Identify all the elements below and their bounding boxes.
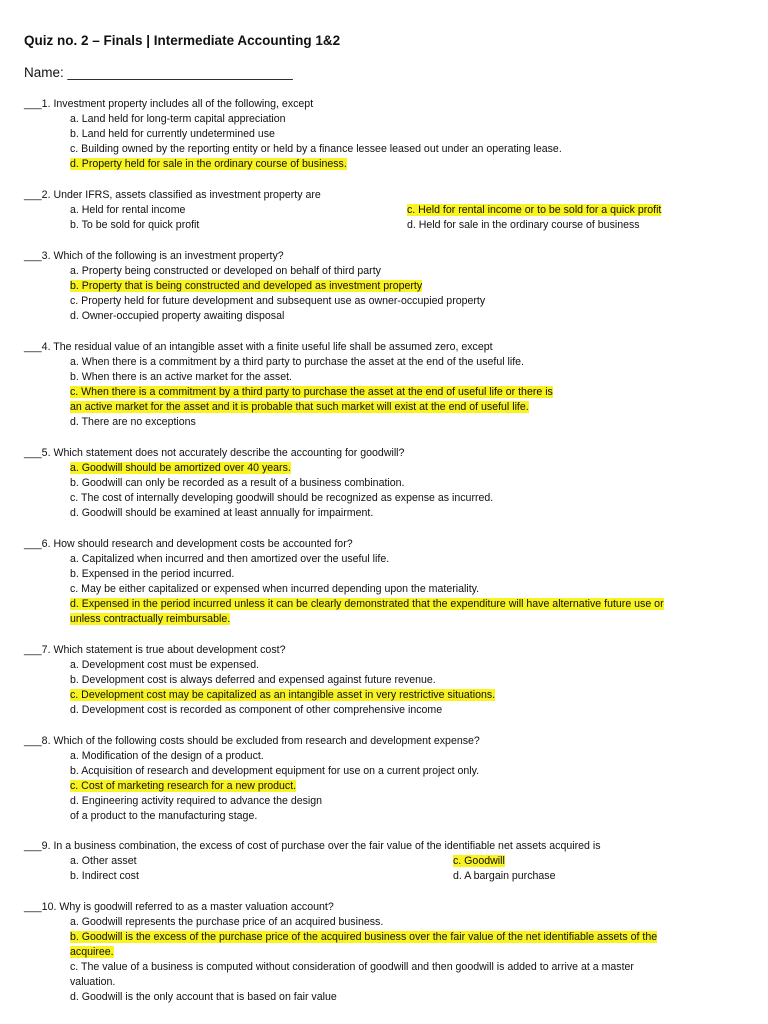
question-7-option [70,703,442,718]
question-3-option [70,264,381,279]
option-text: b. To be sold for quick profit [70,219,200,231]
highlighted-answer-text: c. Goodwill [453,855,505,867]
option-text: b. Goodwill can only be recorded as a result of a business combination. [70,477,405,489]
question-6-option [70,612,230,627]
option-text: d. Goodwill is the only account that is based on fair value [70,991,337,1003]
question-7-option [70,658,259,673]
option-text: c. The value of a business is computed without consideration of goodwill and then goodwill is added to arrive at a master [70,961,634,973]
question-7-option [70,688,495,703]
highlighted-answer-text: an active market for the asset and it is probable that such market will exist at the end of useful life. [70,401,529,413]
option-text: a. When there is a commitment by a third party to purchase the asset at the end of the useful life. [70,356,525,368]
question-6-option [70,582,479,597]
highlighted-answer-text: b. Goodwill is the excess of the purchase price of the acquired business over the fair value of the net identifiable assets of the [70,931,658,943]
question-9-option [70,869,139,884]
question-10-option [70,975,115,990]
option-text: b. When there is an active market for the asset. [70,371,292,383]
highlighted-answer-text: acquiree. [70,946,114,958]
option-text: d. Owner-occupied property awaiting disposal [70,310,285,322]
option-text: d. Goodwill should be examined at least annually for impairment. [70,507,374,519]
question-2-option [407,218,640,233]
question-5-option [70,491,493,506]
question-2-option [70,218,199,233]
option-text: b. Indirect cost [70,870,139,882]
option-text: d. A bargain purchase [453,870,556,882]
question-8-option [70,749,264,764]
option-text: d. Engineering activity required to advance the design [70,795,323,807]
option-text: a. Modification of the design of a product. [70,750,264,762]
question-10-option [70,945,114,960]
highlighted-answer-text: c. When there is a commitment by a third party to purchase the asset at the end of useful life or there is [70,386,553,398]
question-3-option [70,279,422,294]
option-text: a. Held for rental income [70,204,186,216]
option-text: c. May be either capitalized or expensed when incurred depending upon the materiality. [70,583,480,595]
option-text: b. Expensed in the period incurred. [70,568,235,580]
option-text: a. Other asset [70,855,137,867]
question-10-option [70,930,657,945]
question-6-option [70,567,234,582]
question-5-option [70,461,291,476]
question-2-stem: ___2. Under IFRS, assets classified as investment property are [24,189,321,201]
question-6-stem: ___6. How should research and development costs be accounted for? [24,538,353,550]
page-title: Quiz no. 2 – Finals | Intermediate Accounting 1&2 [24,33,341,48]
option-text: b. Land held for currently undetermined use [70,128,275,140]
option-text: a. Land held for long-term capital appreciation [70,113,286,125]
question-3-stem: ___3. Which of the following is an investment property? [24,250,284,262]
option-text: valuation. [70,976,116,988]
question-6-option [70,597,664,612]
highlighted-answer-text: c. Cost of marketing research for a new product. [70,780,297,792]
option-text: a. Goodwill represents the purchase price of an acquired business. [70,916,384,928]
option-text: c. Property held for future development and subsequent use as owner-occupied property [70,295,486,307]
option-text: b. Acquisition of research and development equipment for use on a current project only. [70,765,480,777]
question-4-option [70,355,524,370]
question-3-option [70,294,485,309]
highlighted-answer-text: c. Development cost may be capitalized as an intangible asset in very restrictive situations. [70,689,496,701]
highlighted-answer-text: b. Property that is being constructed and developed as investment property [70,280,423,292]
question-5-stem: ___5. Which statement does not accurately describe the accounting for goodwill? [24,447,405,459]
question-10-option [70,960,634,975]
option-text: d. Development cost is recorded as component of other comprehensive income [70,704,443,716]
question-9-option [453,854,505,869]
question-1-option [70,127,275,142]
question-4-option [70,370,292,385]
highlighted-answer-text: d. Expensed in the period incurred unless it can be clearly demonstrated that the expenditure will have alternative future use or [70,598,664,610]
question-3-option [70,309,284,324]
option-text: a. Capitalized when incurred and then amortized over the useful life. [70,553,390,565]
question-4-option [70,415,196,430]
option-text: c. Building owned by the reporting entity or held by a finance lessee leased out under an operating lease. [70,143,562,155]
question-5-option [70,476,404,491]
question-9-option [70,854,137,869]
question-1-option [70,142,562,157]
option-text: of a product to the manufacturing stage. [70,810,258,822]
highlighted-answer-text: c. Held for rental income or to be sold for a quick profit [407,204,662,216]
highlighted-answer-text: unless contractually reimbursable. [70,613,231,625]
question-10-option [70,915,383,930]
question-6-option [70,552,389,567]
question-4-option [70,400,529,415]
question-9-option [453,869,555,884]
question-8-option [70,779,296,794]
question-1-option [70,112,286,127]
question-10-option [70,990,337,1005]
question-7-option [70,673,436,688]
option-text: a. Property being constructed or developed on behalf of third party [70,265,381,277]
question-2-option [70,203,185,218]
option-text: b. Development cost is always deferred and expensed against future revenue. [70,674,436,686]
option-text: d. There are no exceptions [70,416,196,428]
question-2-option [407,203,661,218]
name-field-label: Name: ______________________________ [24,65,293,80]
question-8-stem: ___8. Which of the following costs should be excluded from research and development expense? [24,735,480,747]
question-1-option [70,157,347,172]
option-text: c. The cost of internally developing goodwill should be recognized as expense as incurred. [70,492,494,504]
option-text: d. Held for sale in the ordinary course of business [407,219,640,231]
question-5-option [70,506,373,521]
option-text: a. Development cost must be expensed. [70,659,260,671]
question-9-stem: ___9. In a business combination, the excess of cost of purchase over the fair value of the identifiable net assets acquired is [24,840,601,852]
highlighted-answer-text: d. Property held for sale in the ordinary course of business. [70,158,347,170]
question-1-stem: ___1. Investment property includes all of the following, except [24,98,314,110]
highlighted-answer-text: a. Goodwill should be amortized over 40 years. [70,462,291,474]
question-4-option [70,385,553,400]
question-10-stem: ___10. Why is goodwill referred to as a master valuation account? [24,901,334,913]
question-8-option [70,764,479,779]
question-7-stem: ___7. Which statement is true about development cost? [24,644,286,656]
question-8-option [70,809,257,824]
question-4-stem: ___4. The residual value of an intangible asset with a finite useful life shall be assumed zero, except [24,341,493,353]
question-8-option [70,794,322,809]
